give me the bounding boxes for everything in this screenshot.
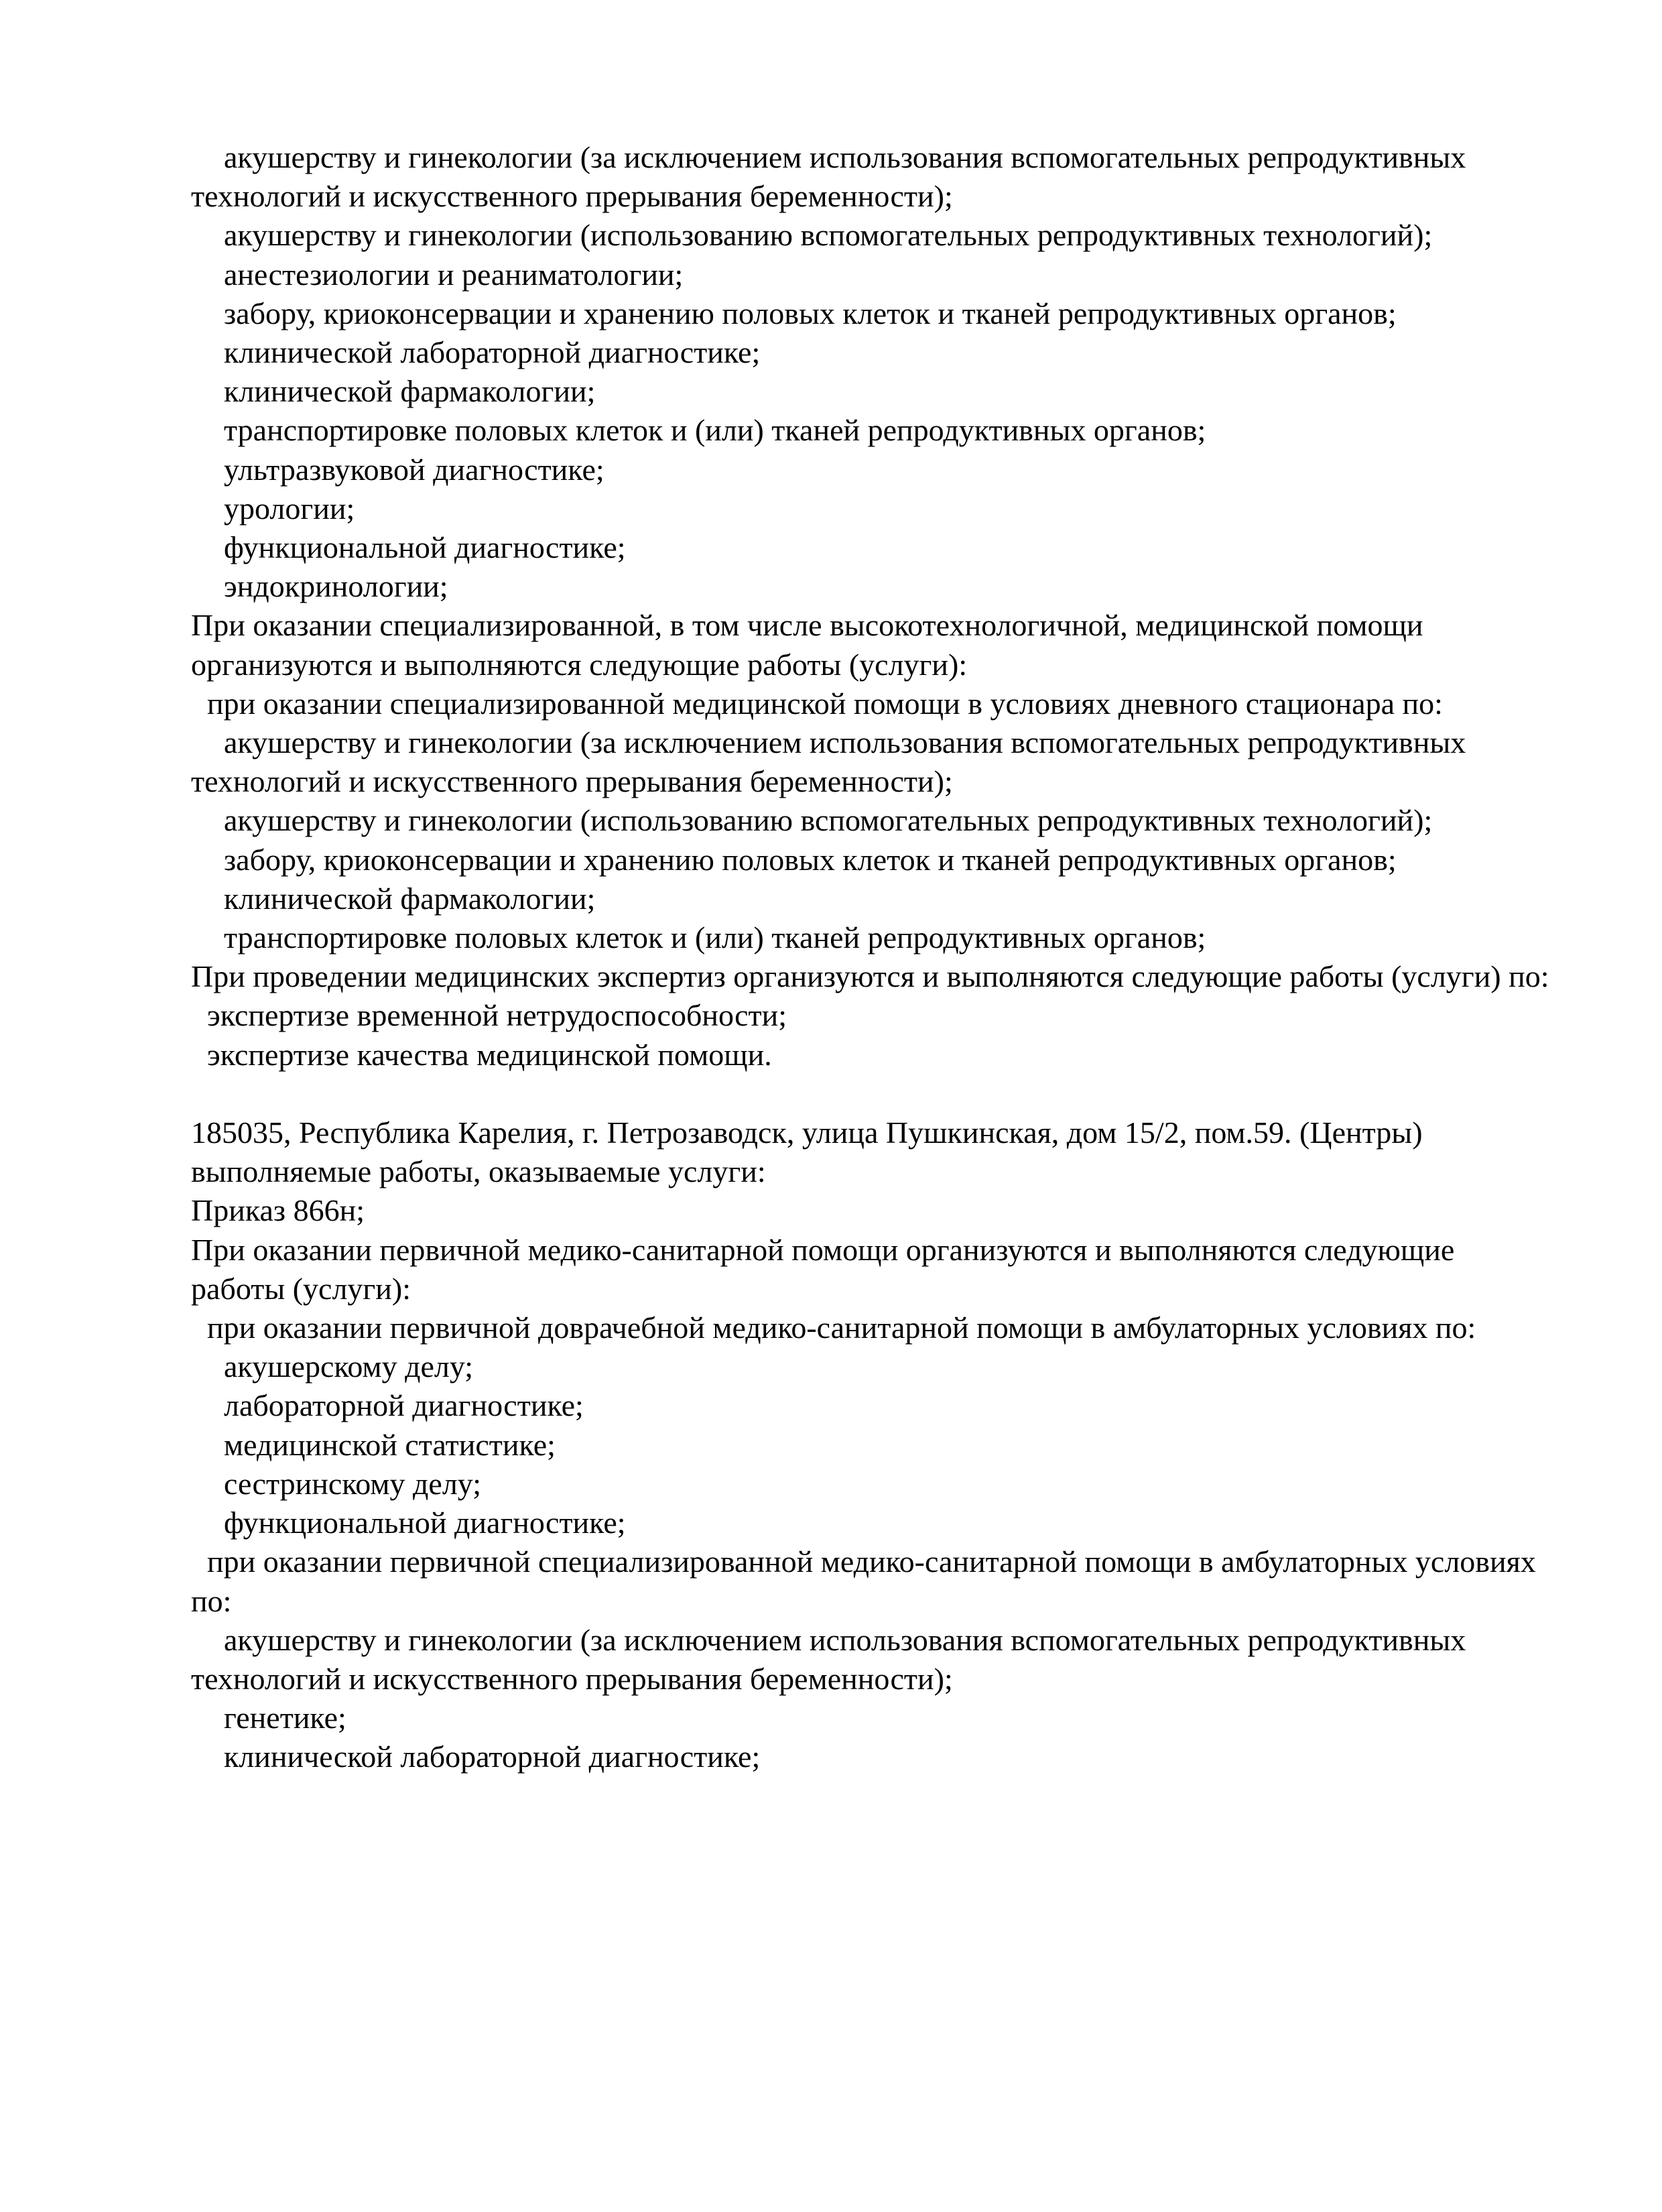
list-item: экспертизе качества медицинской помощи. [207,1037,772,1072]
list-item: клинической фармакологии; [224,881,596,916]
list-item: транспортировке половых клеток и (или) тканей репродуктивных органов; [224,413,1206,448]
paragraph-spacer [191,1074,1551,1113]
list-item: лабораторной диагностике; [224,1388,584,1423]
list-item: акушерству и гинекологии (использованию вспомогательных репродуктивных технологий); [224,803,1433,838]
list-item: акушерству и гинекологии (за исключением использования вспомогательных репродуктивных технологий и искусственного прерывания беременности); [191,140,1466,214]
order-reference: Приказ 866н; [191,1193,365,1228]
list-item: акушерскому делу; [224,1349,474,1384]
list-item: сестринскому делу; [224,1466,481,1501]
list-item: забору, криоконсервации и хранению половых клеток и тканей репродуктивных органов; [224,296,1397,330]
address-line: 185035, Республика Карелия, г. Петрозаводск, улица Пушкинская, дом 15/2, пом.59. (Центры) выполняемые работы, оказываемые услуги: [191,1115,1423,1189]
list-item: функциональной диагностике; [224,1506,626,1540]
list-item: клинической лабораторной диагностике; [224,1739,761,1774]
subsection-heading: при оказании первичной доврачебной медико-санитарной помощи в амбулаторных условиях по: [207,1310,1476,1345]
section-heading: При оказании специализированной, в том числе высокотехнологичной, медицинской помощи организуются и выполняются следующие работы (услуги): [191,608,1423,682]
list-item: генетике; [224,1701,346,1735]
document-body [191,138,1551,1777]
list-item: анестезиологии и реаниматологии; [224,257,684,292]
list-item: медицинской статистике; [224,1427,556,1462]
list-item: урологии; [224,491,355,526]
list-item: акушерству и гинекологии (за исключением использования вспомогательных репродуктивных технологий и искусственного прерывания беременности); [191,725,1466,799]
list-item: экспертизе временной нетрудоспособности; [207,998,787,1033]
section-heading: При проведении медицинских экспертиз организуются и выполняются следующие работы (услуги) по: [191,959,1549,994]
section-heading: При оказании первичной медико-санитарной помощи организуются и выполняются следующие работы (услуги): [191,1232,1455,1306]
list-item: акушерству и гинекологии (использованию вспомогательных репродуктивных технологий); [224,218,1433,253]
list-item: клинической фармакологии; [224,374,596,409]
list-item: забору, криоконсервации и хранению половых клеток и тканей репродуктивных органов; [224,842,1397,877]
list-item: функциональной диагностике; [224,530,626,565]
list-item: акушерству и гинекологии (за исключением использования вспомогательных репродуктивных технологий и искусственного прерывания беременности); [191,1622,1466,1696]
list-item: клинической лабораторной диагностике; [224,335,761,370]
subsection-heading: при оказании специализированной медицинской помощи в условиях дневного стационара по: [207,686,1443,721]
list-item: транспортировке половых клеток и (или) тканей репродуктивных органов; [224,920,1206,955]
list-item: ультразвуковой диагностике; [224,452,604,487]
subsection-heading: при оказании первичной специализированной медико-санитарной помощи в амбулаторных условиях по: [191,1544,1536,1618]
list-item: эндокринологии; [224,569,448,604]
